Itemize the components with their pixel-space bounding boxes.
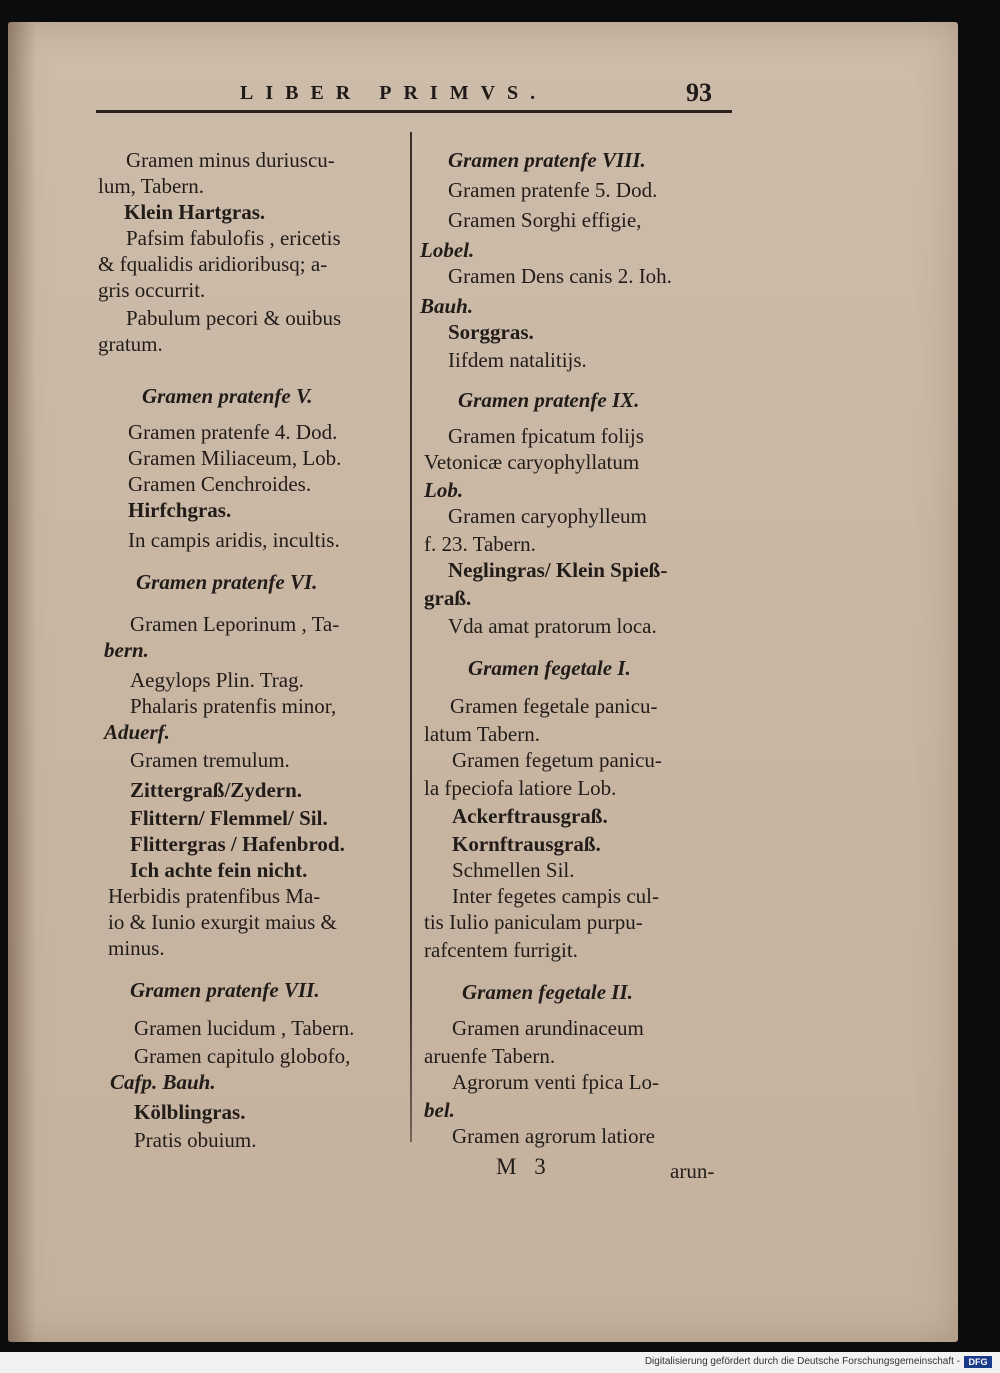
text-line: Gramen fegetale panicu- (450, 694, 658, 718)
text-line: Lob. (424, 478, 464, 502)
text-line: Gramen Sorghi effigie, (448, 208, 642, 232)
text-line: Herbidis pratenfibus Ma- (108, 884, 321, 908)
text-line: bern. (104, 638, 149, 662)
section-heading: Gramen pratenfe VI. (136, 570, 318, 594)
text-line: Gramen caryophylleum (448, 504, 647, 528)
text-line: Hirfchgras. (128, 498, 232, 522)
text-line: Kornftrausgraß. (452, 832, 601, 856)
text-line: Gramen Cenchroides. (128, 472, 312, 496)
text-line: Ich achte fein nicht. (130, 858, 308, 882)
text-line: Gramen lucidum , Tabern. (134, 1016, 355, 1040)
text-line: minus. (108, 936, 165, 960)
text-line: Zittergraß/Zydern. (130, 778, 303, 802)
text-line: bel. (424, 1098, 455, 1122)
text-line: Agrorum venti fpica Lo- (452, 1070, 660, 1094)
text-line: Kölblingras. (134, 1100, 246, 1124)
text-line: f. 23. Tabern. (424, 532, 536, 556)
catchword: arun- (670, 1159, 715, 1183)
text-line: Gramen pratenfe 5. Dod. (448, 178, 658, 202)
section-heading: Gramen fegetale II. (462, 980, 633, 1004)
text-line: gratum. (98, 332, 163, 356)
text-line: Gramen arundinaceum (452, 1016, 644, 1040)
text-line: Gramen agrorum latiore (452, 1124, 655, 1148)
section-heading: Gramen pratenfe V. (142, 384, 313, 408)
text-line: Flittergras / Hafenbrod. (130, 832, 345, 856)
text-line: Lobel. (420, 238, 475, 262)
section-heading: Gramen pratenfe IX. (458, 388, 640, 412)
text-line: Cafp. Bauh. (110, 1070, 216, 1094)
text-line: Vetonicæ caryophyllatum (424, 450, 640, 474)
text-line: Schmellen Sil. (452, 858, 575, 882)
text-line: Gramen Miliaceum, Lob. (128, 446, 342, 470)
text-line: Klein Hartgras. (124, 200, 266, 224)
text-line: Gramen tremulum. (130, 748, 290, 772)
section-heading: Gramen fegetale I. (468, 656, 631, 680)
text-line: Gramen minus duriuscu- (126, 148, 335, 172)
book-page (8, 22, 958, 1342)
text-line: graß. (424, 586, 472, 610)
text-line: Inter fegetes campis cul- (452, 884, 659, 908)
text-line: Gramen pratenfe 4. Dod. (128, 420, 338, 444)
text-line: Aegylops Plin. Trag. (130, 668, 304, 692)
text-line: Neglingras/ Klein Spieß- (448, 558, 668, 582)
section-heading: Gramen pratenfe VIII. (448, 148, 646, 172)
text-line: Gramen Dens canis 2. Ioh. (448, 264, 672, 288)
dfg-logo: DFG (964, 1356, 992, 1368)
text-line: In campis aridis, incultis. (128, 528, 340, 552)
text-line: Gramen fegetum panicu- (452, 748, 662, 772)
column-divider (410, 132, 412, 1142)
signature-mark: M 3 (496, 1154, 552, 1179)
text-line: Phalaris pratenfis minor, (130, 694, 337, 718)
text-line: rafcentem furrigit. (424, 938, 578, 962)
text-line: aruenfe Tabern. (424, 1044, 556, 1068)
page-number: 93 (686, 78, 712, 107)
text-line: Vda amat pratorum loca. (448, 614, 657, 638)
text-line: Flittern/ Flemmel/ Sil. (130, 806, 328, 830)
text-line: Bauh. (420, 294, 474, 318)
text-line: Pafsim fabulofis , ericetis (126, 226, 341, 250)
text-line: Gramen Leporinum , Ta- (130, 612, 340, 636)
text-line: Sorggras. (448, 320, 534, 344)
funding-credit: Digitalisierung gefördert durch die Deutsche Forschungsgemeinschaft - (644, 1356, 960, 1367)
text-line: la fpeciofa latiore Lob. (424, 776, 617, 800)
running-title: LIBER PRIMVS. (240, 82, 548, 104)
text-line: Iifdem natalitijs. (448, 348, 587, 372)
text-line: Ackerftrausgraß. (452, 804, 608, 828)
text-line: Pabulum pecori & ouibus (126, 306, 342, 330)
text-line: & fqualidis aridioribusq; a- (98, 252, 328, 276)
section-heading: Gramen pratenfe VII. (130, 978, 320, 1002)
text-line: Pratis obuium. (134, 1128, 257, 1152)
text-line: tis Iulio paniculam purpu- (424, 910, 643, 934)
text-line: Aduerf. (104, 720, 170, 744)
text-line: Gramen fpicatum folijs (448, 424, 644, 448)
text-line: Gramen capitulo globofo, (134, 1044, 351, 1068)
header-rule (96, 110, 732, 113)
text-line: gris occurrit. (98, 278, 206, 302)
text-line: lum, Tabern. (98, 174, 205, 198)
text-line: latum Tabern. (424, 722, 540, 746)
text-line: io & Iunio exurgit maius & (108, 910, 337, 934)
